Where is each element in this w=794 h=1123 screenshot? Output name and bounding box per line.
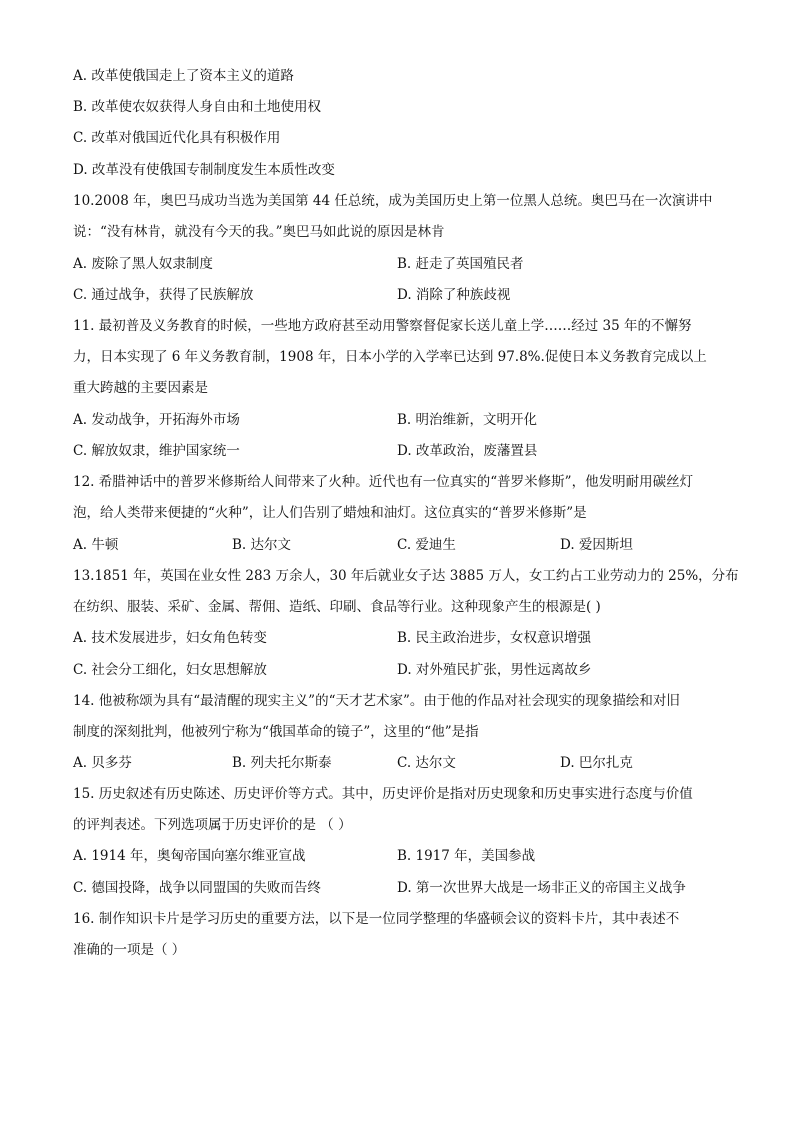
q9-option-a: A. 改革使俄国走上了资本主义的道路	[73, 68, 294, 84]
q10-options-row-2	[73, 285, 734, 305]
q10-options-row-1	[73, 254, 734, 274]
q14-option-c: C. 达尔文	[397, 755, 456, 771]
q13-option-b: B. 民主政治进步，女权意识增强	[397, 630, 592, 646]
q10-option-b: B. 赶走了英国殖民者	[397, 256, 524, 272]
q11-option-b: B. 明治维新，文明开化	[397, 412, 538, 428]
q10-stem-line-2: 说：“没有林肯，就没有今天的我。”奥巴马如此说的原因是林肯	[73, 224, 445, 240]
q10-stem-line-1: 10.2008 年，奥巴马成功当选为美国第 44 任总统，成为美国历史上第一位黑人总统。奥巴马在一次演讲中	[73, 193, 713, 209]
q11-options-row-2	[73, 441, 734, 461]
q12-stem-line-1: 12. 希腊神话中的普罗米修斯给人间带来了火种。近代也有一位真实的“普罗米修斯”，他发明耐用碳丝灯	[73, 474, 694, 490]
q11-option-d: D. 改革政治，废藩置县	[397, 443, 538, 459]
q14-options-row	[73, 753, 734, 773]
q15-option-b: B. 1917 年，美国参战	[397, 848, 536, 864]
q14-option-d: D. 巴尔扎克	[560, 755, 633, 771]
q13-stem-line-1: 13.1851 年，英国在业女性 283 万余人，30 年后就业女子达 3885 万人，女工约占工业劳动力的 25%，分布	[73, 568, 739, 584]
q10-option-d: D. 消除了种族歧视	[397, 287, 511, 303]
q15-stem-line-2: 的评判表述。下列选项属于历史评价的是 （ ）	[73, 817, 352, 833]
q15-option-a: A. 1914 年，奥匈帝国向塞尔维亚宣战	[73, 848, 306, 864]
q11-option-a: A. 发动战争，开拓海外市场	[73, 412, 240, 428]
q13-option-c: C. 社会分工细化，妇女思想解放	[73, 662, 267, 678]
q10-option-c: C. 通过战争，获得了民族解放	[73, 287, 254, 303]
q13-option-d: D. 对外殖民扩张，男性远离故乡	[397, 662, 592, 678]
q12-options-row	[73, 535, 734, 555]
q15-options-row-1	[73, 846, 734, 866]
q14-option-b: B. 列夫托尔斯泰	[232, 755, 332, 771]
q11-options-row-1	[73, 410, 734, 430]
q12-option-c: C. 爱迪生	[397, 537, 456, 553]
q16-stem-line-1: 16. 制作知识卡片是学习历史的重要方法，以下是一位同学整理的华盛顿会议的资料卡片，其中表述不	[73, 911, 680, 927]
q12-option-a: A. 牛顿	[73, 537, 119, 553]
q14-stem-line-2: 制度的深刻批判，他被列宁称为“俄国革命的镜子”，这里的“他”是指	[73, 724, 479, 740]
q12-option-d: D. 爱因斯坦	[560, 537, 633, 553]
q12-stem-line-2: 泡，给人类带来便捷的“火种”，让人们告别了蜡烛和油灯。这位真实的“普罗米修斯”是	[73, 505, 587, 521]
q13-option-a: A. 技术发展进步，妇女角色转变	[73, 630, 267, 646]
q11-option-c: C. 解放奴隶，维护国家统一	[73, 443, 240, 459]
q15-options-row-2	[73, 878, 734, 898]
q9-option-b: B. 改革使农奴获得人身自由和土地使用权	[73, 99, 322, 115]
q15-option-c: C. 德国投降，战争以同盟国的失败而告终	[73, 880, 321, 896]
q10-option-a: A. 废除了黑人奴隶制度	[73, 256, 213, 272]
q11-stem-line-2: 力，日本实现了 6 年义务教育制，1908 年，日本小学的入学率已达到 97.8%.促使日本义务教育完成以上	[73, 349, 707, 365]
q15-stem-line-1: 15. 历史叙述有历史陈述、历史评价等方式。其中，历史评价是指对历史现象和历史事实进行态度与价值	[73, 786, 693, 802]
q15-option-d: D. 第一次世界大战是一场非正义的帝国主义战争	[397, 880, 686, 896]
q13-options-row-2	[73, 660, 734, 680]
q13-options-row-1	[73, 628, 734, 648]
q12-option-b: B. 达尔文	[232, 537, 292, 553]
q11-stem-line-3: 重大跨越的主要因素是	[73, 380, 208, 396]
q9-option-d: D. 改革没有使俄国专制制度发生本质性改变	[73, 162, 335, 178]
q13-stem-line-2: 在纺织、服装、采矿、金属、帮佣、造纸、印刷、食品等行业。这种现象产生的根源是( )	[73, 599, 601, 615]
q16-stem-line-2: 准确的一项是（ ）	[73, 942, 186, 958]
q14-option-a: A. 贝多芬	[73, 755, 132, 771]
q9-option-c: C. 改革对俄国近代化具有积极作用	[73, 130, 281, 146]
q11-stem-line-1: 11. 最初普及义务教育的时候，一些地方政府甚至动用警察督促家长送儿童上学……经过 35 年的不懈努	[73, 318, 692, 334]
q14-stem-line-1: 14. 他被称颂为具有“最清醒的现实主义”的“天才艺术家”。由于他的作品对社会现实的现象描绘和对旧	[73, 693, 680, 709]
